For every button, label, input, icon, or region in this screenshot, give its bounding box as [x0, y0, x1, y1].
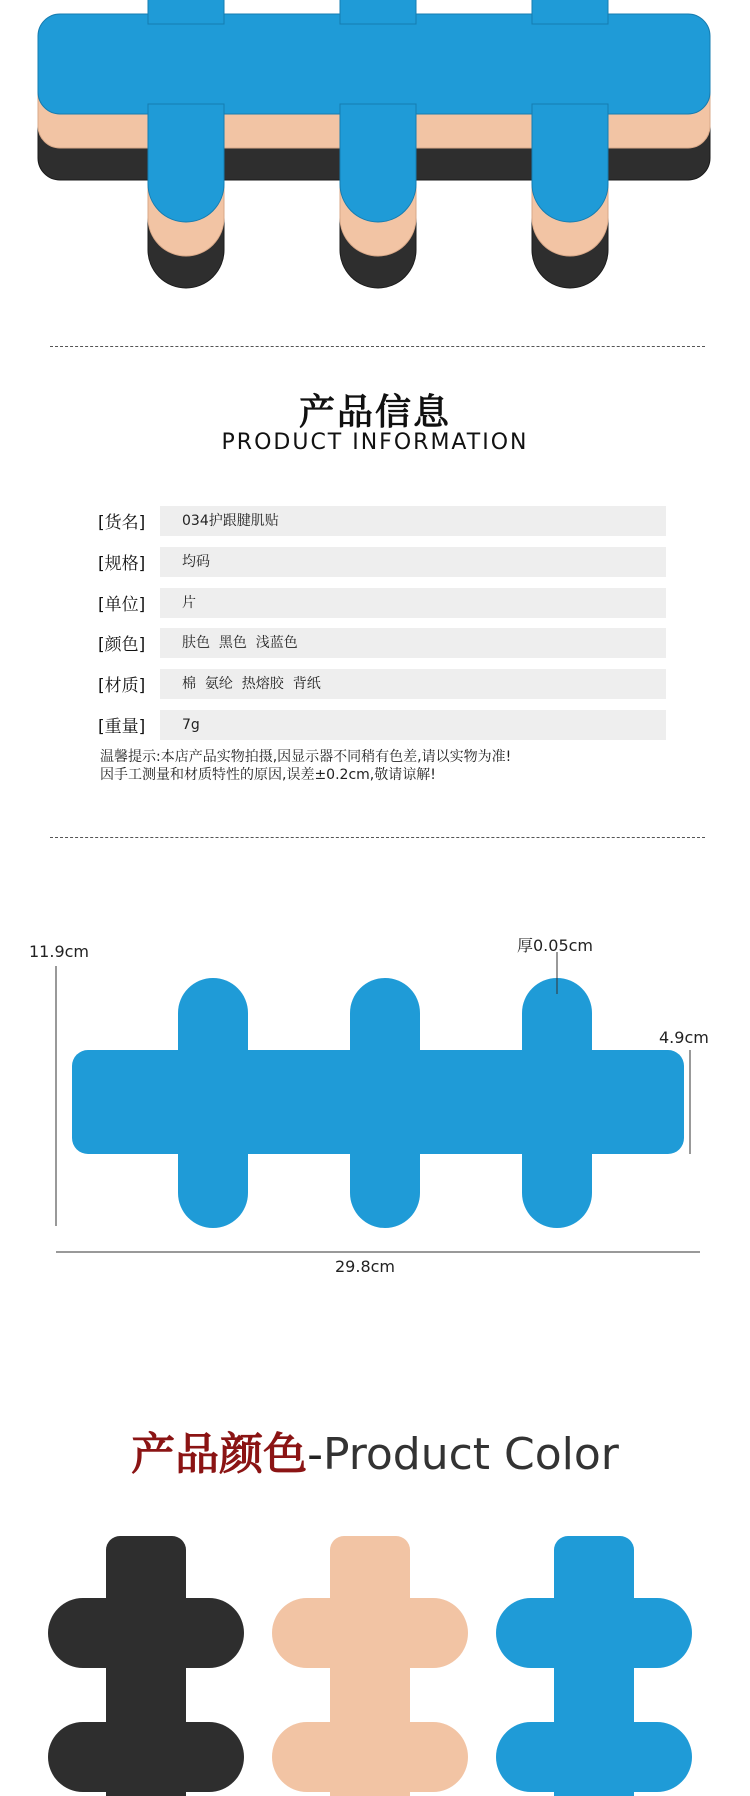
info-label: [颜色] — [98, 635, 146, 655]
info-row-size — [98, 547, 666, 577]
stacked-tape-illustration — [0, 0, 750, 300]
info-label: [重量] — [98, 717, 146, 737]
blue-tape-swatch — [496, 1536, 692, 1796]
blue-tape-diagram — [72, 978, 684, 1228]
info-value: 棉 氨纶 热熔胶 背纸 — [160, 669, 666, 699]
title-separator: - — [307, 1429, 323, 1480]
blue-tape-layer — [38, 0, 710, 222]
product-info-subtitle: PRODUCT INFORMATION — [221, 430, 529, 455]
info-label: [单位] — [98, 595, 146, 615]
info-label: [规格] — [98, 554, 146, 574]
height-label: 11.9cm — [29, 942, 90, 961]
dimension-diagram — [0, 900, 750, 1300]
info-value: 均码 — [160, 547, 666, 577]
info-label: [材质] — [98, 676, 146, 696]
info-value: 肤色 黑色 浅蓝色 — [160, 628, 666, 658]
product-color-title-en: Product Color — [322, 1429, 619, 1480]
width-label: 4.9cm — [659, 1028, 709, 1047]
warm-tip-note — [100, 748, 700, 784]
info-row-name — [98, 506, 666, 536]
length-label: 29.8cm — [335, 1257, 396, 1276]
info-row-color — [98, 628, 666, 658]
info-row-unit — [98, 588, 666, 618]
dashed-divider — [50, 346, 705, 347]
note-line: 因手工测量和材质特性的原因,误差±0.2cm,敬请谅解! — [100, 767, 436, 783]
info-value: 7g — [160, 710, 666, 740]
black-tape-swatch — [48, 1536, 244, 1796]
product-color-title-cn: 产品颜色 — [131, 1429, 308, 1480]
skin-tape-swatch — [272, 1536, 468, 1796]
info-row-weight — [98, 710, 666, 740]
note-line: 温馨提示:本店产品实物拍摄,因显示器不同稍有色差,请以实物为准! — [100, 749, 512, 765]
thickness-label: 厚0.05cm — [517, 936, 594, 955]
dashed-divider — [50, 837, 705, 838]
product-color-title — [0, 1418, 750, 1482]
info-value: 片 — [160, 588, 666, 618]
info-label: [货名] — [98, 513, 146, 533]
product-info-title: 产品信息 — [298, 392, 451, 433]
color-swatches — [0, 1520, 750, 1796]
info-row-material — [98, 669, 666, 699]
info-value: 034护跟腱肌贴 — [160, 506, 666, 536]
